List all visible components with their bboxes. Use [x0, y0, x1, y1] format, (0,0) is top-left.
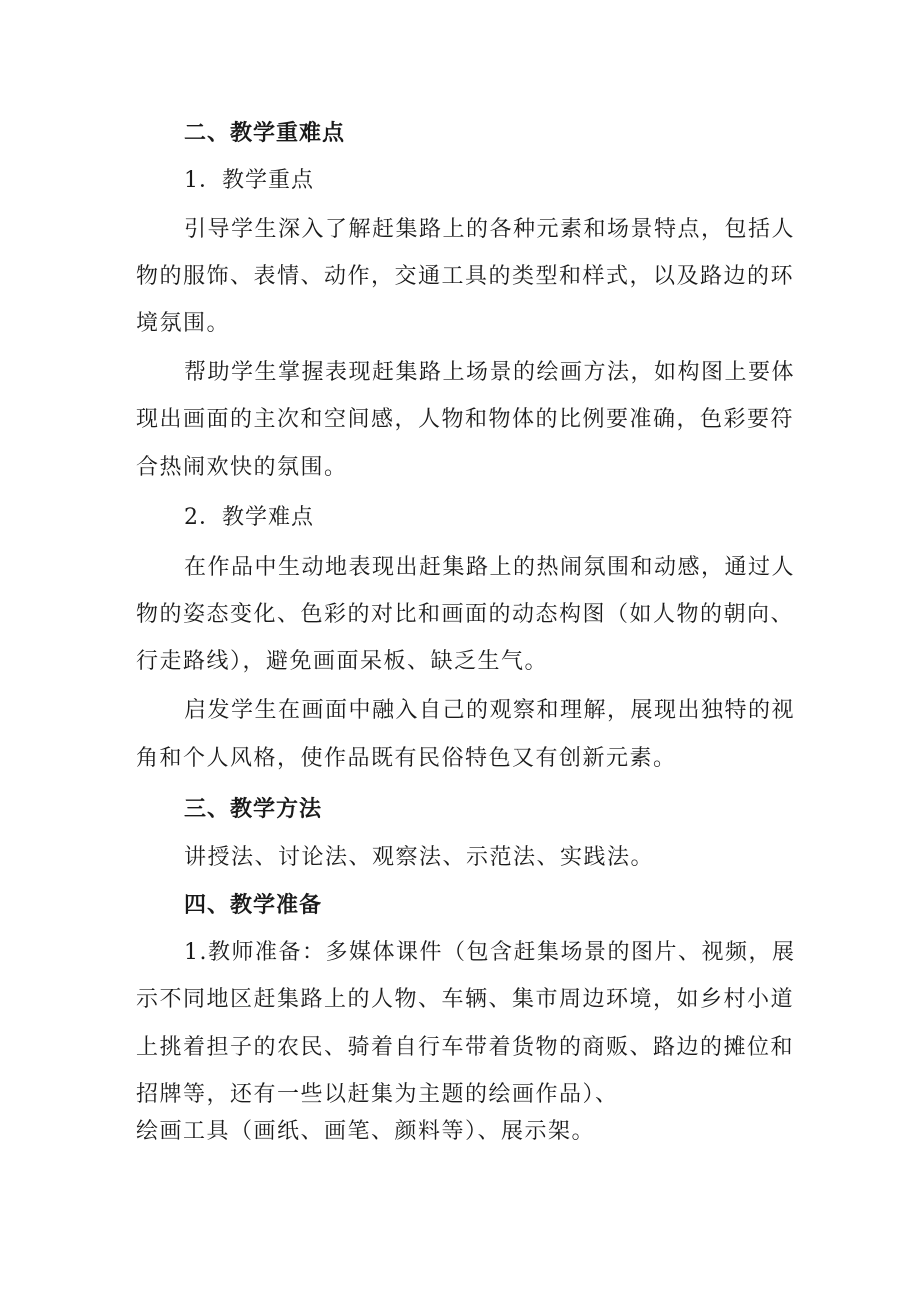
paragraph-line: 引导学生深入了解赶集路上的各种元素和场景特点，包括人 — [184, 217, 796, 242]
paragraph-line: 角和个人风格，使作品既有民俗特色又有创新元素。 — [136, 746, 677, 771]
paragraph-line: 境氛围。 — [136, 311, 231, 336]
paragraph-line: 物的姿态变化、色彩的对比和画面的动态构图（如人物的朝向、 — [136, 602, 795, 627]
section-heading-teaching-preparation: 四、教学准备 — [184, 892, 323, 918]
paragraph-line: 招牌等，还有一些以赶集为主题的绘画作品）、 — [136, 1082, 619, 1107]
paragraph-line: 上挑着担子的农民、骑着自行车带着货物的商贩、路边的摊位和 — [136, 1035, 795, 1060]
paragraph-line: 合热闹欢快的氛围。 — [136, 455, 348, 480]
paragraph-line: 物的服饰、表情、动作，交通工具的类型和样式，以及路边的环 — [136, 264, 795, 289]
paragraph-line: 帮助学生掌握表现赶集路上场景的绘画方法，如构图上要体 — [184, 360, 796, 385]
paragraph-line: 在作品中生动地表现出赶集路上的热闹氛围和动感，通过人 — [184, 555, 796, 580]
paragraph-line: 1.教师准备：多媒体课件（包含赶集场景的图片、视频，展 — [184, 940, 796, 965]
paragraph-line: 行走路线），避免画面呆板、缺乏生气。 — [136, 649, 549, 674]
section-heading-teaching-methods: 三、教学方法 — [184, 796, 323, 822]
paragraph-line: 绘画工具（画纸、画笔、颜料等）、展示架。 — [136, 1119, 596, 1144]
paragraph-line: 讲授法、讨论法、观察法、示范法、实践法。 — [184, 845, 655, 870]
subheading-key-points: 1．教学重点 — [184, 168, 314, 193]
paragraph-line: 启发学生在画面中融入自己的观察和理解，展现出独特的视 — [184, 698, 796, 723]
section-heading-key-difficult-points: 二、教学重难点 — [184, 120, 346, 146]
paragraph-line: 现出画面的主次和空间感，人物和物体的比例要准确，色彩要符 — [136, 407, 795, 432]
subheading-difficult-points: 2．教学难点 — [184, 505, 314, 530]
paragraph-line: 示不同地区赶集路上的人物、车辆、集市周边环境，如乡村小道 — [136, 987, 795, 1012]
